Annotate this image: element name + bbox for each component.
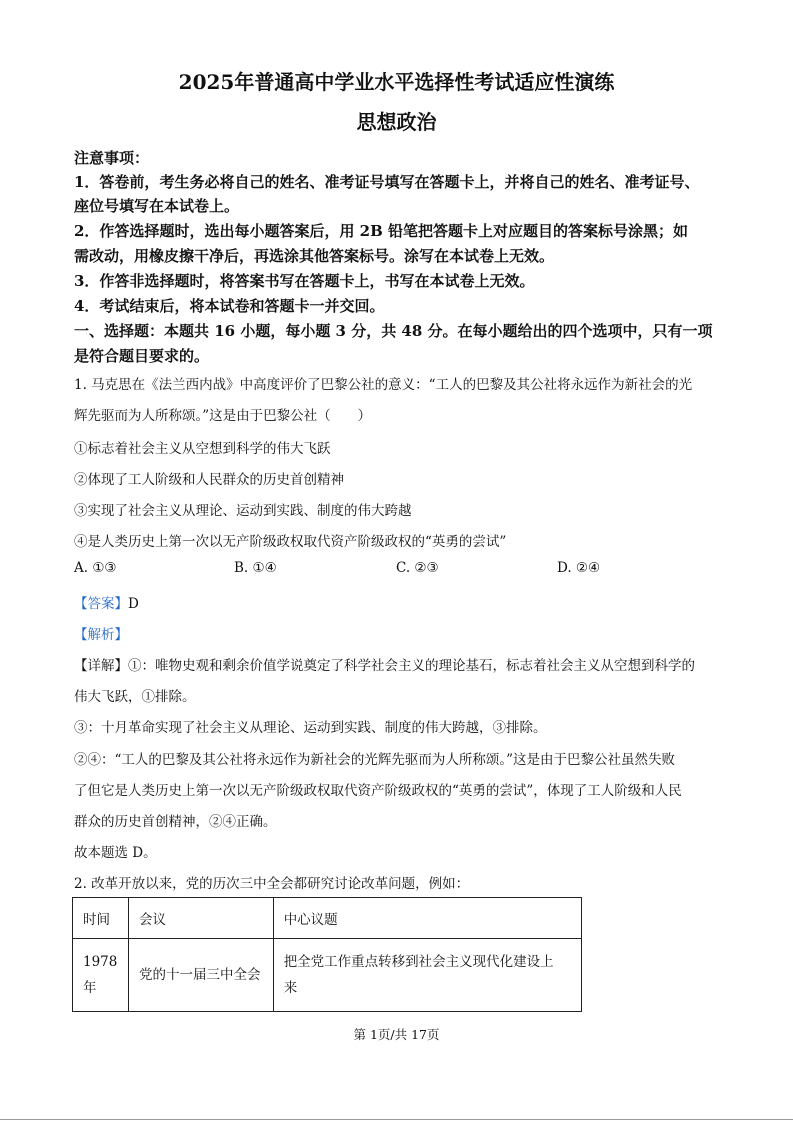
- q1-detail: [74, 654, 695, 674]
- notice-line: 3．作答非选择题时，将答案书写在答题卡上，书写在本试卷上无效。: [74, 272, 535, 290]
- section-heading: 是符合题目要求的。: [74, 347, 210, 365]
- table-cell-meeting: 党的十一届三中全会: [128, 939, 273, 1012]
- q2-stem: 2. 改革开放以来，党的历次三中全会都研究讨论改革问题，例如：: [74, 876, 470, 892]
- exam-title: 2025年普通高中学业水平选择性考试适应性演练: [178, 70, 615, 94]
- table-cell-year: 1978 年: [73, 939, 129, 1012]
- subject-title: 思想政治: [356, 110, 437, 134]
- q1-stem: 1. 马克思在《法兰西内战》中高度评价了巴黎公社的意义：“工人的巴黎及其公社将永远作为新社会的光: [74, 377, 693, 393]
- q1-option-b: B. ①④: [234, 560, 277, 576]
- table-header-row: [73, 898, 582, 939]
- notice-line: 2．作答选择题时，选出每小题答案后，用 2B 铅笔把答题卡上对应题目的答案标号涂黑；如: [74, 222, 689, 240]
- table-cell-topic: 把全党工作重点转移到社会主义现代化建设上 来: [273, 939, 581, 1012]
- table-header: 会议: [128, 898, 273, 939]
- q1-option-d: D. ②④: [557, 560, 601, 576]
- q1-item: ②体现了工人阶级和人民群众的历史首创精神: [74, 472, 344, 488]
- q1-detail: ②④：“工人的巴黎及其公社将永远作为新社会的光辉先驱而为人所称颂。”这是由于巴黎公社虽然失败: [74, 752, 676, 768]
- q1-detail: 了但它是人类历史上第一次以无产阶级政权取代资产阶级政权的“英勇的尝试”，体现了工人阶级和人民: [74, 783, 682, 799]
- page-number: 第 1页/共 17页: [353, 1027, 440, 1042]
- notice-line: 4．考试结束后，将本试卷和答题卡一并交回。: [74, 297, 385, 315]
- table-row: [73, 939, 582, 1012]
- reform-table: [72, 897, 582, 1012]
- q1-item: ④是人类历史上第一次以无产阶级政权取代资产阶级政权的“英勇的尝试”: [74, 534, 507, 550]
- table-header: 时间: [73, 898, 129, 939]
- q1-detail: 伟大飞跃，①排除。: [74, 689, 196, 705]
- q1-conclusion: 故本题选 D。: [74, 845, 157, 861]
- q1-stem: 辉先驱而为人所称颂。”这是由于巴黎公社（ ）: [74, 408, 372, 424]
- q1-option-a: A. ①③: [74, 560, 117, 576]
- q1-detail: ③：十月革命实现了社会主义从理论、运动到实践、制度的伟大跨越，③排除。: [74, 720, 547, 736]
- notice-line: 需改动，用橡皮擦干净后，再选涂其他答案标号。涂写在本试卷上无效。: [74, 247, 555, 265]
- q1-item: ①标志着社会主义从空想到科学的伟大飞跃: [74, 441, 331, 457]
- notice-line: 1．答卷前，考生务必将自己的姓名、准考证号填写在答题卡上，并将自己的姓名、准考证号、: [74, 173, 700, 191]
- q1-detail: 群众的历史首创精神，②④正确。: [74, 814, 277, 830]
- q1-item: ③实现了社会主义从理论、运动到实践、制度的伟大跨越: [74, 503, 412, 519]
- analysis-label: 【解析】: [74, 627, 128, 643]
- bottom-divider: [0, 1119, 793, 1120]
- notice-line: 座位号填写在本试卷上。: [74, 197, 240, 215]
- q1-answer: [74, 592, 139, 612]
- section-heading: 一、选择题：本题共 16 小题，每小题 3 分，共 48 分。在每小题给出的四个选项中，只有一项: [74, 322, 713, 340]
- q1-option-c: C. ②③: [396, 560, 439, 576]
- notice-heading: 注意事项：: [74, 149, 150, 167]
- answer-label: 【答案】: [74, 596, 128, 612]
- answer-value: D: [128, 596, 139, 612]
- detail-label: 【详解】: [74, 658, 128, 674]
- table-header: 中心议题: [273, 898, 581, 939]
- detail-text: ①：唯物史观和剩余价值学说奠定了科学社会主义的理论基石，标志着社会主义从空想到科学的: [128, 658, 695, 674]
